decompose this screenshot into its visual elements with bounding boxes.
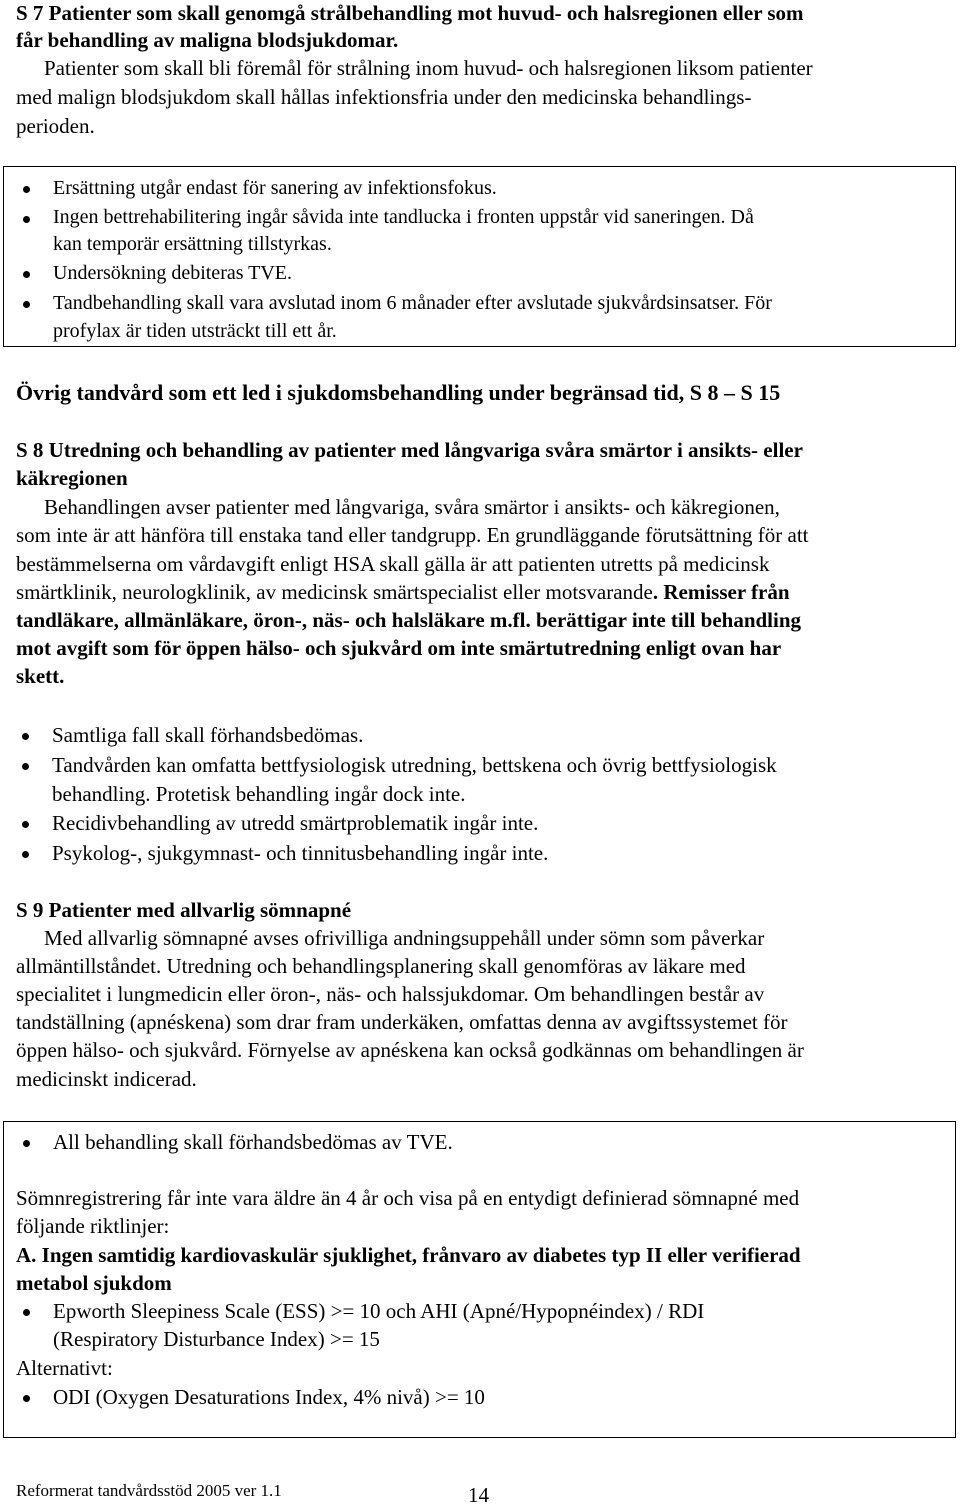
s8-paragraph-line6: mot avgift som för öppen hälso- och sjukvård om inte smärtutredning enligt ovan har [16,636,782,660]
s8-bullet-2-line2: behandling. Protetisk behandling ingår dock inte. [52,782,466,806]
s8-p4-normal: smärtklinik, neurologklinik, av medicinsk smärtspecialist eller motsvarande [16,580,653,604]
s9-registration-line1: Sömnregistrering får inte vara äldre än 4 år och visa på en entydigt definierad sömnapné med [16,1186,800,1210]
s9-paragraph-line2: allmäntillståndet. Utredning och behandlingsplanering skall genomföras av läkare med [16,954,746,978]
s9-heading: S 9 Patienter med allvarlig sömnapné [16,898,352,922]
s7-bullet-1: Ersättning utgår endast för sanering av infektionsfokus. [53,177,497,199]
s7-bullet-2-line1: Ingen bettrehabilitering ingår såvida inte tandlucka i fronten uppstår vid saneringen. Då [53,206,754,228]
bullet-icon [23,1395,30,1402]
s9-odi: ODI (Oxygen Desaturations Index, 4% nivå) >= 10 [53,1385,485,1409]
bullet-icon [23,186,30,193]
s8-paragraph-line4 [16,578,790,607]
s8-paragraph-line7: skett. [16,664,65,688]
s8-paragraph-line2: som inte är att hänföra till enstaka tand eller tandgrupp. En grundläggande förutsättning för att [16,523,809,547]
s7-paragraph-line2: med malign blodsjukdom skall hållas infektionsfria under den medicinska behandlings- [16,85,752,109]
s8-heading-line1: S 8 Utredning och behandling av patienter med långvariga svåra smärtor i ansikts- eller [16,438,803,462]
bullet-icon [23,301,30,308]
s9-paragraph-line5: öppen hälso- och sjukvård. Förnyelse av apnéskena kan också godkännas om behandlingen är [16,1038,804,1062]
s7-bullet-3: Undersökning debiteras TVE. [53,262,293,284]
s9-alternative-label: Alternativt: [16,1356,113,1380]
s7-info-box [3,166,956,347]
s9-ess-line1: Epworth Sleepiness Scale (ESS) >= 10 och AHI (Apné/Hypopnéindex) / RDI [53,1299,705,1323]
s8-paragraph-line3: bestämmelserna om vårdavgift enligt HSA skall gälla är att patienten utretts på medicinsk [16,552,770,576]
s8-bullet-3: Recidivbehandling av utredd smärtproblematik ingår inte. [52,811,539,835]
s7-paragraph-line3: perioden. [16,114,95,138]
s7-heading-line2: får behandling av maligna blodsjukdomar. [16,28,399,52]
s9-paragraph-line1: Med allvarlig sömnapné avses ofrivilliga andningsuppehåll under sömn som påverkar [44,926,765,950]
s8-bullet-2-line1: Tandvården kan omfatta bettfysiologisk utredning, bettskena och övrig bettfysiologisk [52,753,777,777]
s9-registration-line2: följande riktlinjer: [16,1214,170,1238]
s8-paragraph-line5: tandläkare, allmänläkare, öron-, näs- och halsläkare m.fl. berättigar inte till behandling [16,608,802,632]
s9-criteria-a-line1: A. Ingen samtidig kardiovaskulär sjuklighet, frånvaro av diabetes typ II eller verifierad [16,1243,801,1267]
s9-box-bullet: All behandling skall förhandsbedömas av TVE. [53,1130,453,1154]
bullet-icon [22,821,29,828]
s7-heading-line1: S 7 Patienter som skall genomgå strålbehandling mot huvud- och halsregionen eller som [16,1,804,25]
s9-ess-line2: (Respiratory Disturbance Index) >= 15 [53,1327,380,1351]
bullet-icon [23,1309,30,1316]
bullet-icon [23,216,30,223]
page-number: 14 [468,1483,489,1507]
s8-bullet-4: Psykolog-, sjukgymnast- och tinnitusbehandling ingår inte. [52,841,549,865]
s7-bullet-4-line1: Tandbehandling skall vara avslutad inom 6 månader efter avslutade sjukvårdsinsatser. För [53,292,772,314]
section-heading: Övrig tandvård som ett led i sjukdomsbehandling under begränsad tid, S 8 – S 15 [16,380,781,405]
s9-paragraph-line4: tandställning (apnéskena) som drar fram underkäken, omfattas denna av avgiftssystemet för [16,1010,788,1034]
footer-document-name: Reformerat tandvårdsstöd 2005 ver 1.1 [16,1481,282,1500]
s9-paragraph-line6: medicinskt indicerad. [16,1067,197,1091]
s8-bullet-1: Samtliga fall skall förhandsbedömas. [52,723,364,747]
s8-heading-line2: käkregionen [16,466,128,490]
bullet-icon [23,1140,30,1147]
s9-criteria-a-line2: metabol sjukdom [16,1271,172,1295]
bullet-icon [23,271,30,278]
s9-info-box [3,1121,956,1438]
bullet-icon [22,851,29,858]
s7-paragraph-line1: Patienter som skall bli föremål för strålning inom huvud- och halsregionen liksom patienter [44,56,813,80]
s9-paragraph-line3: specialitet i lungmedicin eller öron-, näs- och halssjukdomar. Om behandlingen består av [16,982,765,1006]
s7-bullet-4-line2: profylax är tiden utsträckt till ett år. [53,320,337,342]
s7-bullet-2-line2: kan temporär ersättning tillstyrkas. [53,233,332,255]
s8-paragraph-line1: Behandlingen avser patienter med långvariga, svåra smärtor i ansikts- och käkregionen, [44,495,780,519]
bullet-icon [22,763,29,770]
bullet-icon [22,733,29,740]
s8-p4-bold: . Remisser från [652,580,790,604]
